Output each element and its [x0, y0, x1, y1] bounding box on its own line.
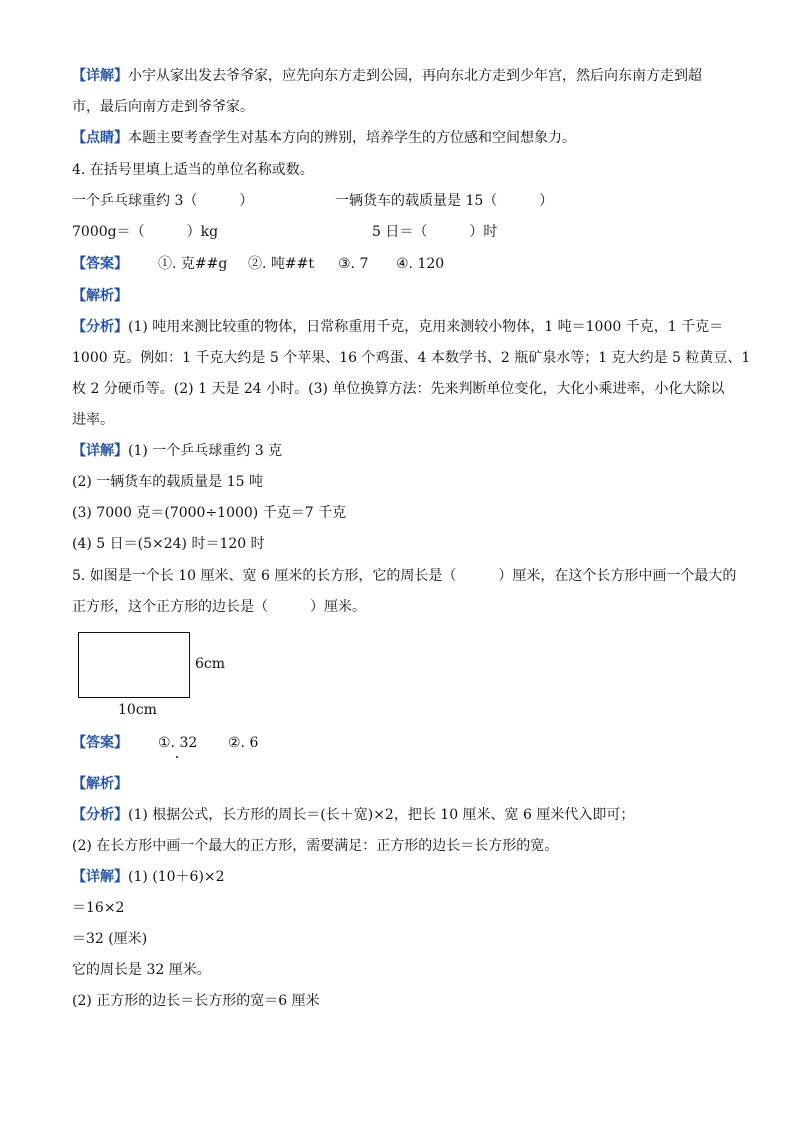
- q4-row2-left: 7000g＝（ ）kg: [72, 224, 219, 240]
- q4-xiangjie-4: (4) 5 日＝(5×24) 时＝120 时: [72, 536, 265, 552]
- q3-xiangjie-line2: 市，最后向南方走到爷爷家。: [72, 99, 254, 115]
- rectangle-figure: [78, 632, 190, 698]
- q4-row2-right: 5 日＝（ ）时: [372, 224, 498, 240]
- q5-xiangjie-line2: ＝16×2: [72, 900, 125, 916]
- answer-tag: 【答案】: [72, 735, 128, 751]
- answer-tag: 【答案】: [72, 256, 128, 272]
- q4-fenxi-line3: 枚 2 分硬币等。(2) 1 天是 24 小时。(3) 单位换算方法：先来判断单位变化，大化小乘进率，小化大除以: [72, 381, 725, 397]
- rect-width-label: 10cm: [118, 702, 157, 718]
- q5-fenxi-line1: 【分析】(1) 根据公式，长方形的周长＝(长＋宽)×2，把长 10 厘米、宽 6 厘米代入即可；: [72, 807, 635, 823]
- q3-xiangjie-line1: 【详解】小宇从家出发去爷爷家，应先向东方走到公园，再向东北方走到少年宫，然后向东南方走到超: [72, 68, 702, 84]
- q4-row1-left: 一个乒乓球重约 3（ ）: [72, 193, 254, 209]
- q4-xiangjie-3: (3) 7000 克＝(7000÷1000) 千克＝7 千克: [72, 505, 347, 521]
- fenxi-tag: 【分析】: [72, 319, 128, 335]
- q4-answer-3: ③. 7: [338, 256, 369, 272]
- q4-fenxi-line1: 【分析】(1) 吨用来测比较重的物体，日常称重用千克，克用来测较小物体，1 吨＝1000 千克，1 千克＝: [72, 319, 724, 335]
- q3-dianjing: 【点睛】本题主要考查学生对基本方向的辨别，培养学生的方位感和空间想象力。: [72, 130, 576, 146]
- q4-jiexi-tag: 【解析】: [72, 288, 128, 304]
- q5-xiangjie-line4: 它的周长是 32 厘米。: [72, 962, 211, 978]
- q4-fenxi-line4: 进率。: [72, 412, 114, 428]
- q4-answer-2: ②. 吨##t: [248, 256, 314, 272]
- xiangjie-tag: 【详解】: [72, 68, 128, 84]
- q4-row1-right: 一辆货车的载质量是 15（ ）: [335, 193, 554, 209]
- q4-answer-4: ④. 120: [396, 256, 445, 272]
- xiangjie-tag: 【详解】: [72, 443, 128, 459]
- q4-stem: 4. 在括号里填上适当的单位名称或数。: [72, 162, 314, 178]
- xiangjie-tag: 【详解】: [72, 869, 128, 885]
- q4-xiangjie-2: (2) 一辆货车的载质量是 15 吨: [72, 474, 263, 490]
- q4-fenxi-line2: 1000 克。例如：1 千克大约是 5 个苹果、16 个鸡蛋、4 本数学书、2 瓶矿泉水等；1 克大约是 5 粒黄豆、1: [72, 350, 751, 366]
- q4-answer-1: ①. 克##g: [158, 256, 228, 272]
- dianjing-tag: 【点睛】: [72, 130, 128, 146]
- rect-height-label: 6cm: [195, 656, 226, 672]
- q5-jiexi-tag: 【解析】: [72, 776, 128, 792]
- q5-answer-1: ①. 32: [158, 735, 198, 751]
- q5-stem-line1: 5. 如图是一个长 10 厘米、宽 6 厘米的长方形，它的周长是（ ）厘米，在这个长方形中画一个最大的: [72, 568, 737, 584]
- q5-fenxi-line2: (2) 在长方形中画一个最大的正方形，需要满足：正方形的边长＝长方形的宽。: [72, 838, 559, 854]
- q5-answer-row: [72, 733, 128, 753]
- q5-stem-line2: 正方形，这个正方形的边长是（ ）厘米。: [72, 599, 366, 615]
- fenxi-tag: 【分析】: [72, 807, 128, 823]
- q5-xiangjie-line5: (2) 正方形的边长＝长方形的宽＝6 厘米: [72, 993, 320, 1009]
- q5-xiangjie-line1: 【详解】(1) (10＋6)×2: [72, 869, 225, 885]
- stray-dot: [176, 756, 178, 758]
- q5-answer-2: ②. 6: [228, 735, 259, 751]
- q4-answer-row: [72, 254, 128, 274]
- q4-xiangjie-1: 【详解】(1) 一个乒乓球重约 3 克: [72, 443, 283, 459]
- q5-xiangjie-line3: ＝32 (厘米): [72, 931, 148, 947]
